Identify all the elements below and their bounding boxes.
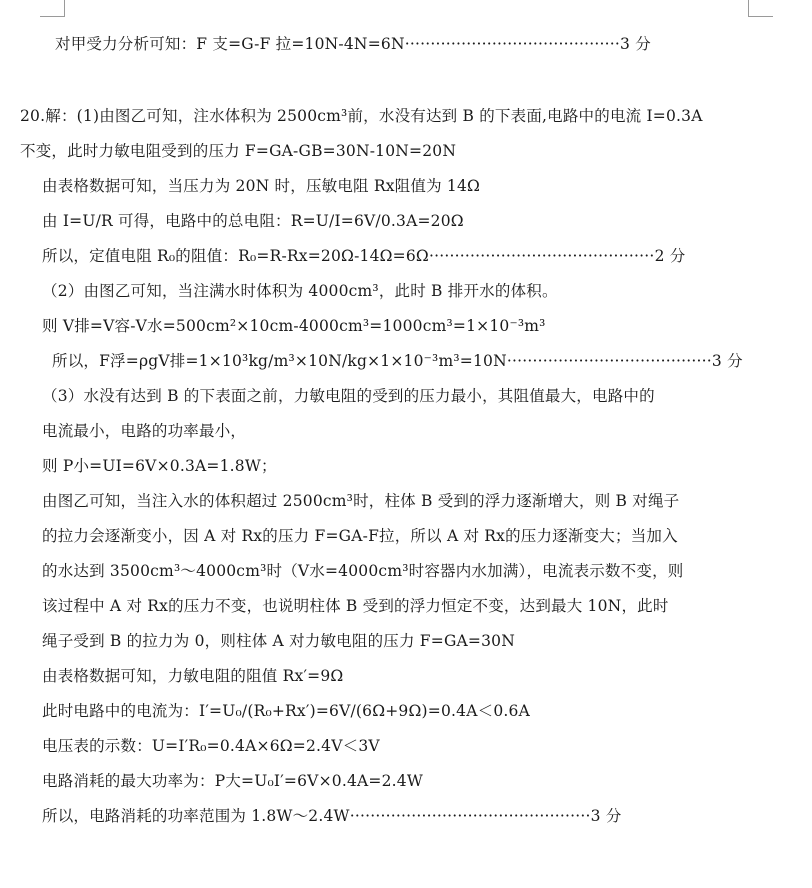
text-line: （3）水没有达到 B 的下表面之前，力敏电阻的受到的压力最小，其阻值最大，电路中的 xyxy=(42,387,655,405)
text-line: 电流最小，电路的功率最小， xyxy=(42,422,247,440)
text-line: 电路消耗的最大功率为：P大=U₀I′=6V×0.4A=2.4W xyxy=(42,772,423,790)
text-line: 由表格数据可知，力敏电阻的阻值 Rx′=9Ω xyxy=(42,667,344,685)
text-line: 20.解：(1)由图乙可知，注水体积为 2500cm³前，水没有达到 B 的下表面,电路中的电流 I=0.3A xyxy=(20,107,703,125)
text-line: 则 V排=V容-V水=500cm²×10cm-4000cm³=1000cm³=1×10⁻³m³ xyxy=(42,317,546,335)
text-line: 由图乙可知，当注入水的体积超过 2500cm³时，柱体 B 受到的浮力逐渐增大，则 B 对绳子 xyxy=(42,492,680,510)
text-line: 该过程中 A 对 Rx的压力不变，也说明柱体 B 受到的浮力恒定不变，达到最大 10N，此时 xyxy=(42,597,669,615)
text-line: 此时电路中的电流为：I′=U₀/(R₀+Rx′)=6V/(6Ω+9Ω)=0.4A＜0.6A xyxy=(42,702,530,720)
text-line: 所以，F浮=ρgV排=1×10³kg/m³×10N/kg×1×10⁻³m³=10N········································3 分 xyxy=(52,352,743,370)
text-line: 对甲受力分析可知：F 支=G-F 拉=10N-4N=6N··········································3 分 xyxy=(55,35,651,53)
text-line: 电压表的示数：U=I′R₀=0.4A×6Ω=2.4V＜3V xyxy=(42,737,380,755)
text-line: 则 P小=UI=6V×0.3A=1.8W； xyxy=(42,457,277,475)
text-line: 所以，电路消耗的功率范围为 1.8W～2.4W···············································3 分 xyxy=(42,807,622,825)
text-line: 由表格数据可知，当压力为 20N 时，压敏电阻 Rx阻值为 14Ω xyxy=(42,177,481,195)
text-line: 的拉力会逐渐变小，因 A 对 Rx的压力 F=GA-F拉，所以 A 对 Rx的压力逐渐变大；当加入 xyxy=(42,527,678,545)
text-line: 所以，定值电阻 R₀的阻值：R₀=R-Rx=20Ω-14Ω=6Ω············································2 分 xyxy=(42,247,686,265)
text-line: 的水达到 3500cm³～4000cm³时（V水=4000cm³时容器内水加满），电流表示数不变，则 xyxy=(42,562,684,580)
text-line: （2）由图乙可知，当注满水时体积为 4000cm³，此时 B 排开水的体积。 xyxy=(42,282,558,300)
text-line: 绳子受到 B 的拉力为 0，则柱体 A 对力敏电阻的压力 F=GA=30N xyxy=(42,632,515,650)
text-line: 不变，此时力敏电阻受到的压力 F=GA-GB=30N-10N=20N xyxy=(20,142,457,160)
text-line: 由 I=U/R 可得，电路中的总电阻：R=U/I=6V/0.3A=20Ω xyxy=(42,212,464,230)
